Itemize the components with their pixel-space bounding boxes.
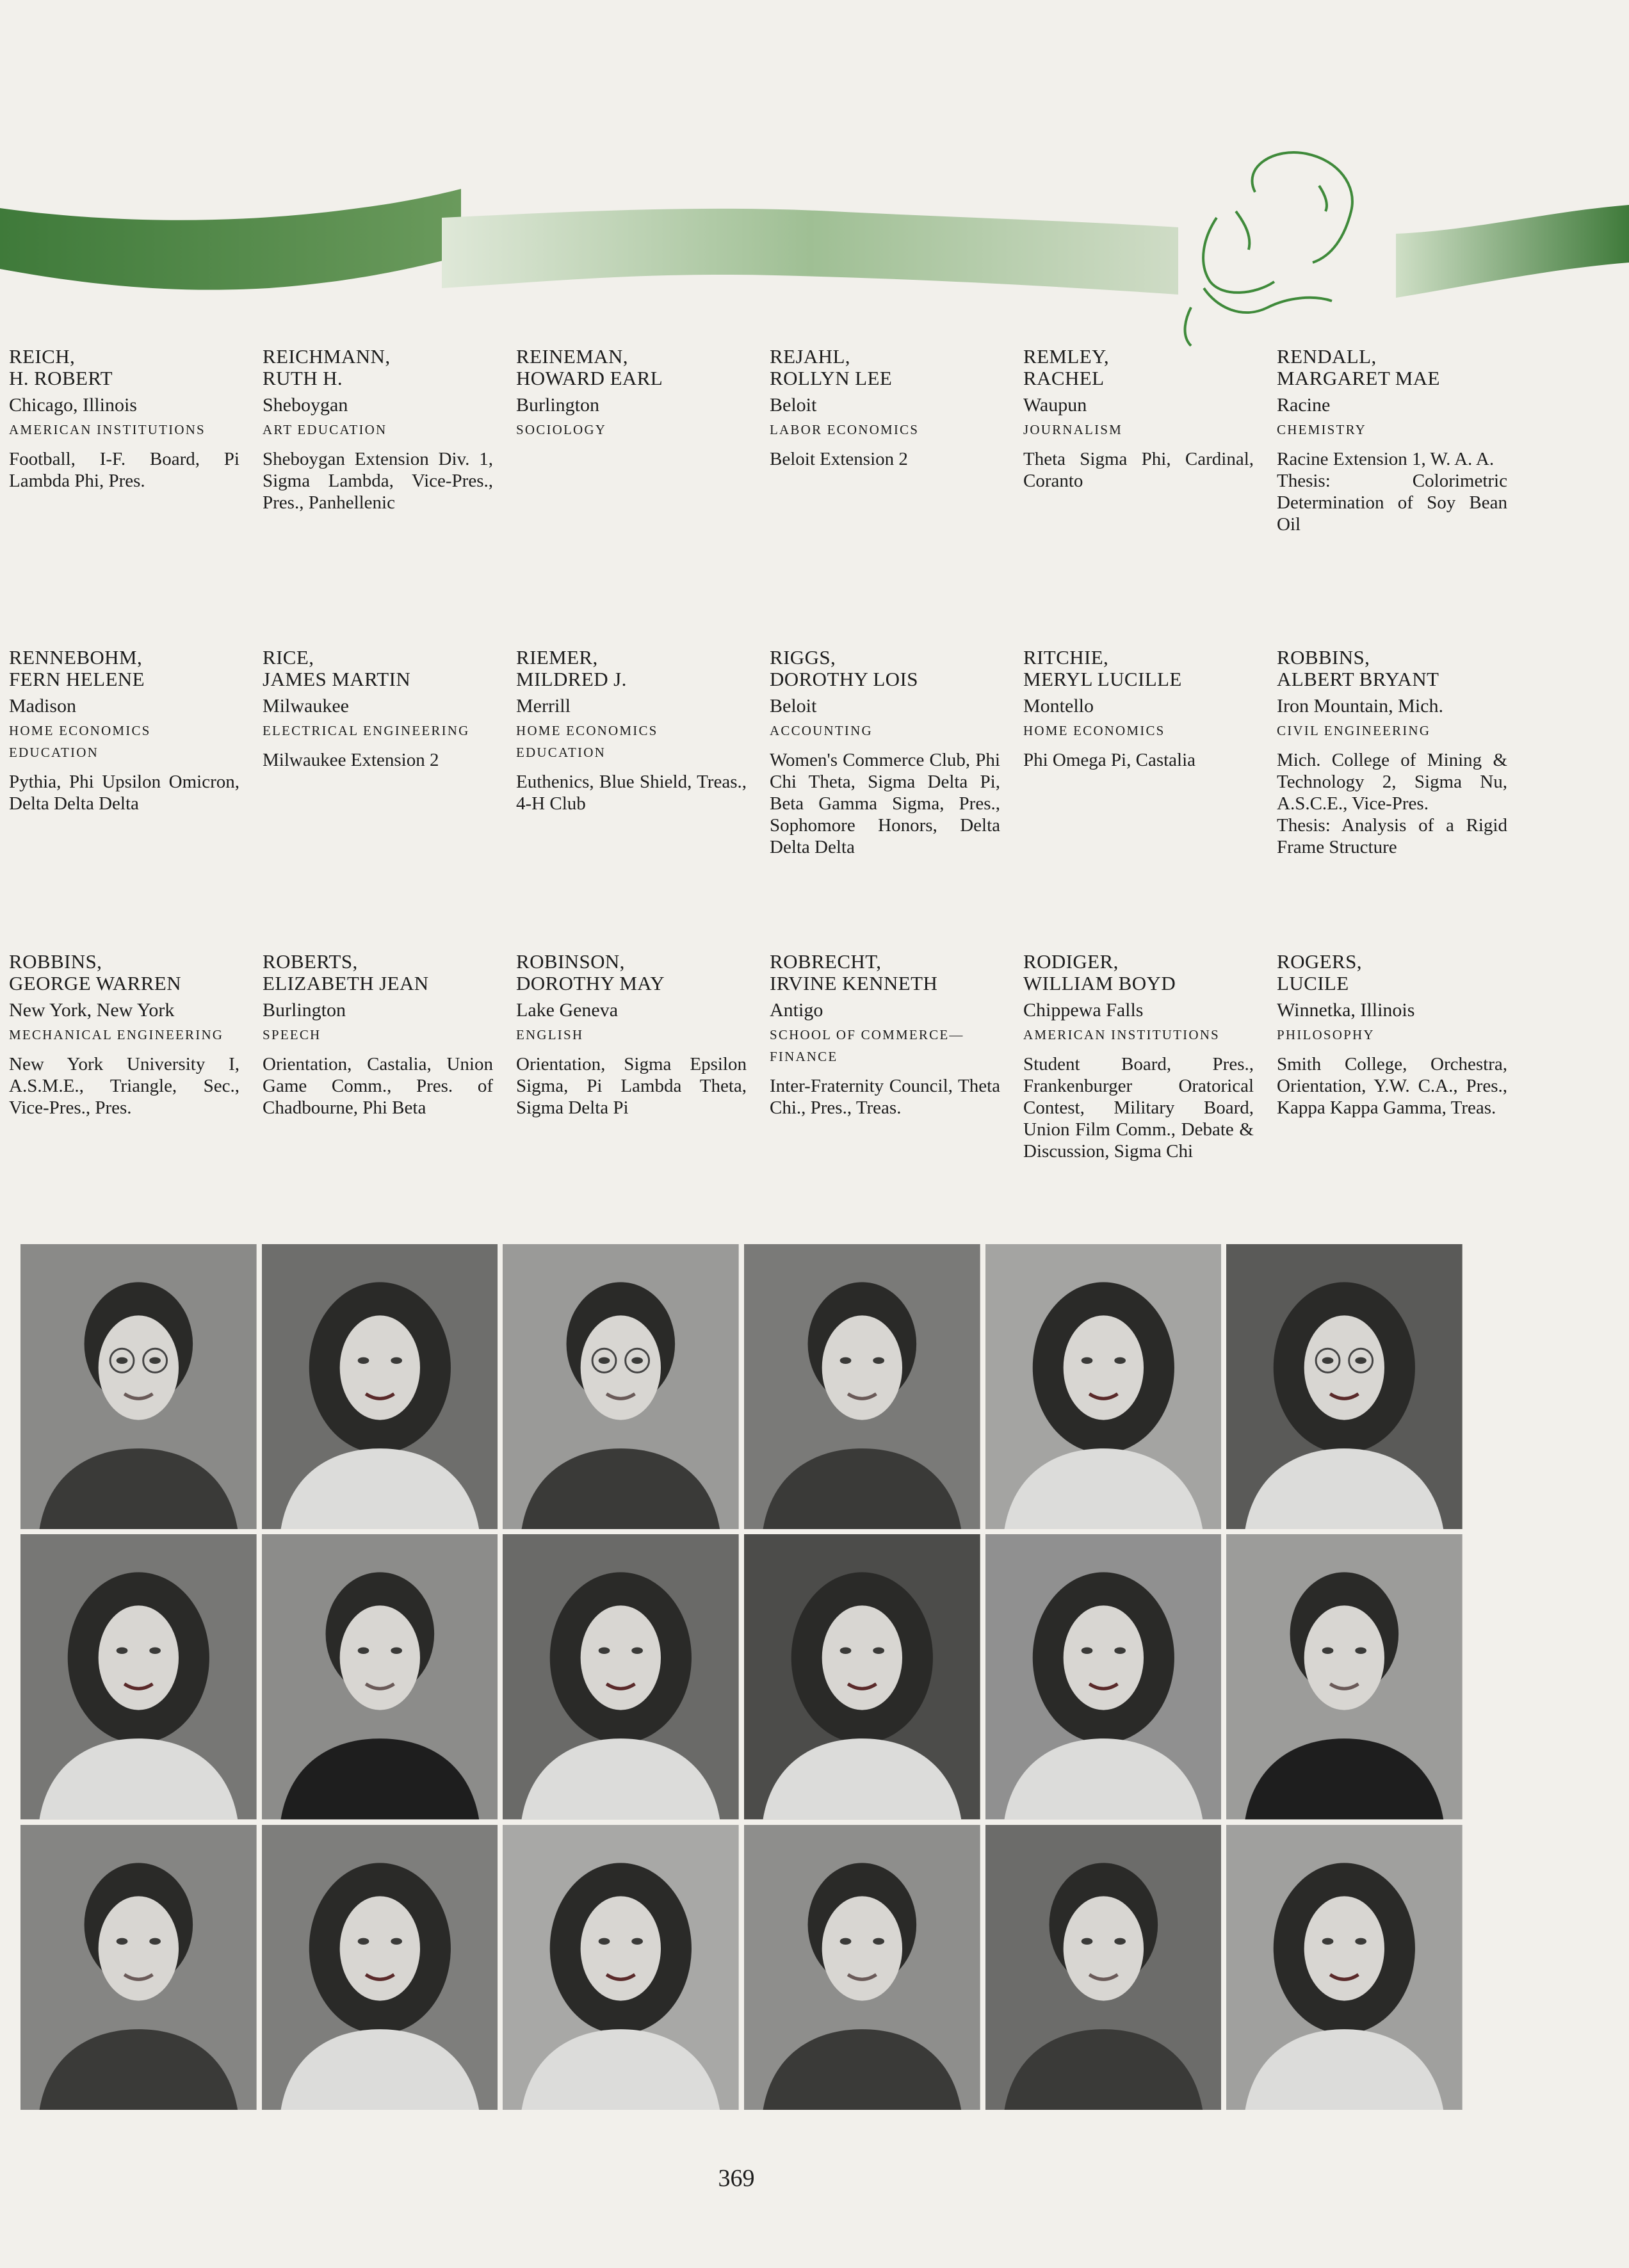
- student-name: RICE, JAMES MARTIN: [263, 646, 411, 690]
- portrait-image: [20, 1244, 257, 1529]
- student-name: REMLEY, RACHEL: [1023, 345, 1109, 389]
- student-name: RITCHIE, MERYL LUCILLE: [1023, 646, 1182, 690]
- portrait-image: [985, 1534, 1222, 1819]
- portrait-image: [503, 1534, 739, 1819]
- student-hometown: Milwaukee: [263, 695, 349, 717]
- student-major: HOME ECONOMICS EDUCATION: [9, 723, 151, 760]
- student-hometown: Chippewa Falls: [1023, 1000, 1144, 1021]
- portrait-photo: [744, 1825, 980, 2110]
- student-hometown: Montello: [1023, 695, 1094, 717]
- student-major: SCHOOL OF COMMERCE—FINANCE: [770, 1027, 964, 1064]
- portrait-photo: [985, 1825, 1222, 2110]
- portrait-photo: [20, 1825, 257, 2110]
- student-activities: Orientation, Sigma Epsilon Sigma, Pi Lambda Theta, Sigma Delta Pi: [516, 1054, 747, 1118]
- portrait-image: [262, 1534, 498, 1819]
- student-name: REICH, H. ROBERT: [9, 345, 113, 389]
- student-activities: Orientation, Castalia, Union Game Comm., Pres. of Chadbourne, Phi Beta: [263, 1054, 493, 1118]
- student-entry: [770, 951, 1023, 1258]
- student-major: ENGLISH: [516, 1027, 584, 1042]
- portrait-photo: [503, 1244, 739, 1529]
- student-name: ROBBINS, GEORGE WARREN: [9, 950, 181, 994]
- student-hometown: Lake Geneva: [516, 1000, 619, 1021]
- student-name: ROBERTS, ELIZABETH JEAN: [263, 950, 429, 994]
- student-major: SPEECH: [263, 1027, 321, 1042]
- student-major: CIVIL ENGINEERING: [1277, 723, 1431, 738]
- portrait-image: [744, 1244, 980, 1529]
- portrait-image: [503, 1825, 739, 2110]
- student-major: ACCOUNTING: [770, 723, 873, 738]
- student-major: ART EDUCATION: [263, 422, 387, 437]
- student-hometown: New York, New York: [9, 1000, 175, 1021]
- portrait-image: [503, 1244, 739, 1529]
- student-activities: Sheboygan Extension Div. 1, Sigma Lambda, Vice-Pres., Pres., Panhellenic: [263, 449, 493, 513]
- student-activities: Student Board, Pres., Frankenburger Oratorical Contest, Military Board, Union Film Comm., Debate & Discussion, Sigma Chi: [1023, 1054, 1254, 1162]
- illustration-icon: [1185, 152, 1352, 346]
- student-entry: [1277, 951, 1530, 1258]
- student-hometown: Racine: [1277, 394, 1331, 416]
- student-entry: [1023, 951, 1277, 1258]
- student-activities: Euthenics, Blue Shield, Treas., 4-H Club: [516, 772, 747, 814]
- portrait-image: [262, 1244, 498, 1529]
- student-hometown: Waupun: [1023, 394, 1087, 416]
- student-name: RENNEBOHM, FERN HELENE: [9, 646, 145, 690]
- student-entry: [9, 346, 263, 647]
- student-entry: [516, 346, 770, 647]
- student-hometown: Beloit: [770, 695, 817, 717]
- student-name: RIGGS, DOROTHY LOIS: [770, 646, 918, 690]
- student-major: ELECTRICAL ENGINEERING: [263, 723, 470, 738]
- student-activities: Inter-Fraternity Council, Theta Chi., Pres., Treas.: [770, 1076, 1000, 1118]
- student-entry: [770, 647, 1023, 951]
- student-major: LABOR ECONOMICS: [770, 422, 920, 437]
- student-activities: Theta Sigma Phi, Cardinal, Coranto: [1023, 449, 1254, 491]
- portrait-photo: [262, 1244, 498, 1529]
- portrait-photo: [985, 1534, 1222, 1819]
- student-hometown: Beloit: [770, 394, 817, 416]
- student-major: AMERICAN INSTITUTIONS: [1023, 1027, 1220, 1042]
- student-name: ROBRECHT, IRVINE KENNETH: [770, 950, 938, 994]
- student-activities: Football, I-F. Board, Pi Lambda Phi, Pres.: [9, 449, 239, 491]
- student-entry: [263, 647, 516, 951]
- portrait-image: [744, 1825, 980, 2110]
- portrait-photo: [262, 1825, 498, 2110]
- student-hometown: Sheboygan: [263, 394, 348, 416]
- student-name: RIEMER, MILDRED J.: [516, 646, 627, 690]
- portrait-photo: [744, 1244, 980, 1529]
- portrait-photo: [503, 1825, 739, 2110]
- student-activities: Women's Commerce Club, Phi Chi Theta, Sigma Delta Pi, Beta Gamma Sigma, Pres., Sophomore Honors, Delta Delta Delta: [770, 750, 1000, 857]
- portrait-photo: [262, 1534, 498, 1819]
- student-hometown: Iron Mountain, Mich.: [1277, 695, 1443, 717]
- portrait-photo: [1226, 1534, 1463, 1819]
- student-entry: [770, 346, 1023, 647]
- student-name: ROBBINS, ALBERT BRYANT: [1277, 646, 1439, 690]
- student-hometown: Madison: [9, 695, 76, 717]
- portrait-image: [1226, 1244, 1463, 1529]
- portrait-grid: [20, 1244, 1463, 2110]
- student-activities: Pythia, Phi Upsilon Omicron, Delta Delta Delta: [9, 772, 239, 814]
- ribbon-banner: [0, 115, 1629, 359]
- student-entry: [9, 647, 263, 951]
- student-activities: Beloit Extension 2: [770, 449, 908, 469]
- student-hometown: Merrill: [516, 695, 571, 717]
- student-activities: New York University I, A.S.M.E., Triangle, Sec., Vice-Pres., Pres.: [9, 1054, 239, 1118]
- student-entries: [9, 346, 1539, 1258]
- student-major: AMERICAN INSTITUTIONS: [9, 422, 206, 437]
- portrait-photo: [1226, 1825, 1463, 2110]
- student-entry: [516, 951, 770, 1258]
- portrait-image: [985, 1825, 1222, 2110]
- student-major: SOCIOLOGY: [516, 422, 607, 437]
- student-major: JOURNALISM: [1023, 422, 1123, 437]
- portrait-image: [1226, 1534, 1463, 1819]
- student-name: RENDALL, MARGARET MAE: [1277, 345, 1440, 389]
- portrait-photo: [744, 1534, 980, 1819]
- student-entry: [263, 346, 516, 647]
- portrait-photo: [503, 1534, 739, 1819]
- student-entry: [516, 647, 770, 951]
- portrait-photo: [985, 1244, 1222, 1529]
- student-hometown: Chicago, Illinois: [9, 394, 137, 416]
- student-major: CHEMISTRY: [1277, 422, 1366, 437]
- student-major: HOME ECONOMICS: [1023, 723, 1165, 738]
- portrait-photo: [20, 1534, 257, 1819]
- student-entry: [9, 951, 263, 1258]
- student-name: REJAHL, ROLLYN LEE: [770, 345, 893, 389]
- portrait-photo: [20, 1244, 257, 1529]
- student-entry: [1023, 346, 1277, 647]
- student-activities: Smith College, Orchestra, Orientation, Y.W. C.A., Pres., Kappa Kappa Gamma, Treas.: [1277, 1054, 1507, 1118]
- portrait-image: [20, 1534, 257, 1819]
- student-hometown: Winnetka, Illinois: [1277, 1000, 1415, 1021]
- student-entry: [1277, 647, 1530, 951]
- portrait-photo: [1226, 1244, 1463, 1529]
- student-entry: [1277, 346, 1530, 647]
- portrait-image: [985, 1244, 1222, 1529]
- page-number: 369: [718, 2165, 755, 2192]
- student-activities: Racine Extension 1, W. A. A. Thesis: Colorimetric Determination of Soy Bean Oil: [1277, 449, 1507, 535]
- student-activities: Phi Omega Pi, Castalia: [1023, 750, 1196, 770]
- student-major: MECHANICAL ENGINEERING: [9, 1027, 224, 1042]
- student-name: REINEMAN, HOWARD EARL: [516, 345, 663, 389]
- student-major: PHILOSOPHY: [1277, 1027, 1375, 1042]
- student-activities: Mich. College of Mining & Technology 2, Sigma Nu, A.S.C.E., Vice-Pres. Thesis: Analysis of a Rigid Frame Structure: [1277, 750, 1507, 857]
- student-hometown: Burlington: [516, 394, 600, 416]
- student-name: ROGERS, LUCILE: [1277, 950, 1362, 994]
- student-hometown: Burlington: [263, 1000, 346, 1021]
- student-entry: [263, 951, 516, 1258]
- portrait-image: [20, 1825, 257, 2110]
- student-name: ROBINSON, DOROTHY MAY: [516, 950, 665, 994]
- student-activities: Milwaukee Extension 2: [263, 750, 439, 770]
- student-name: REICHMANN, RUTH H.: [263, 345, 391, 389]
- portrait-image: [1226, 1825, 1463, 2110]
- portrait-image: [744, 1534, 980, 1819]
- student-name: RODIGER, WILLIAM BOYD: [1023, 950, 1176, 994]
- student-entry: [1023, 647, 1277, 951]
- portrait-image: [262, 1825, 498, 2110]
- student-major: HOME ECONOMICS EDUCATION: [516, 723, 658, 760]
- student-hometown: Antigo: [770, 1000, 823, 1021]
